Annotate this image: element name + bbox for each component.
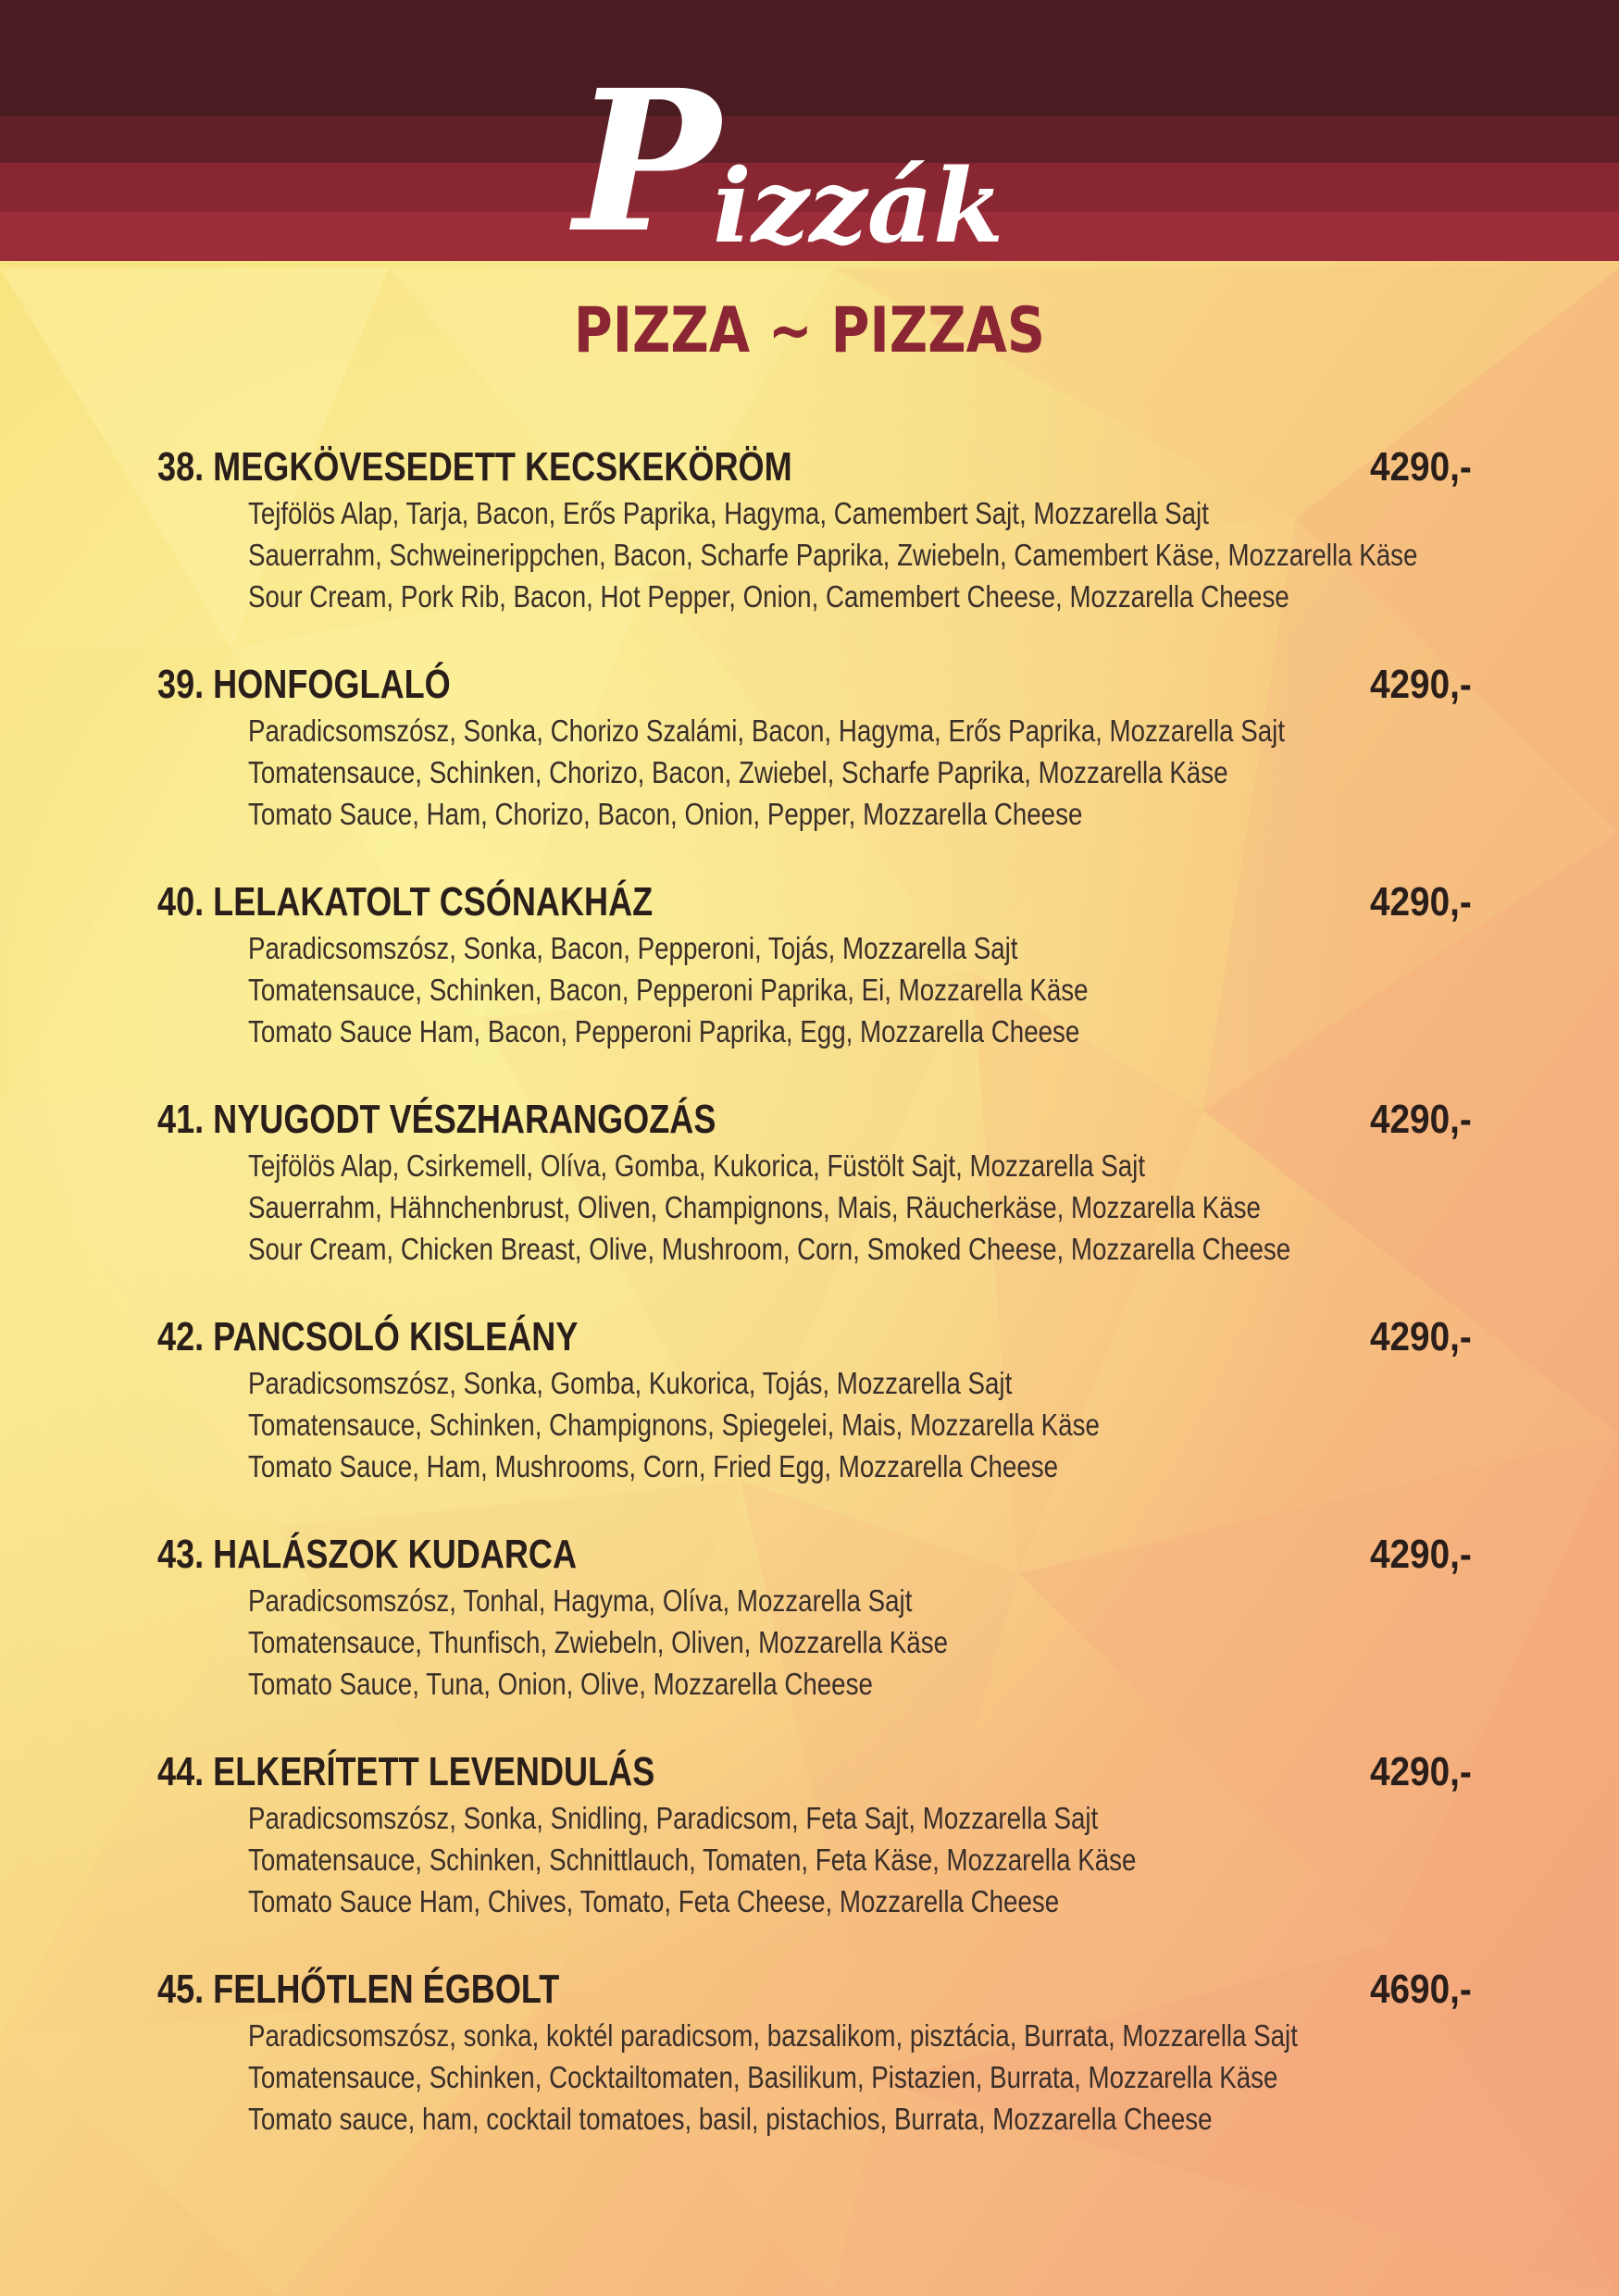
item-ingredients-hu: Paradicsomszósz, Sonka, Chorizo Szalámi, Bacon, Hagyma, Erős Paprika, Mozzarella Sajt — [248, 714, 1286, 748]
menu-item — [157, 1747, 1472, 1922]
item-ingredients-de: Sauerrahm, Hähnchenbrust, Oliven, Champignons, Mais, Räucherkäse, Mozzarella Käse — [248, 1190, 1261, 1224]
item-ingredients-de: Tomatensauce, Schinken, Champignons, Spiegelei, Mais, Mozzarella Käse — [248, 1408, 1100, 1442]
item-ingredients-en: Tomato Sauce Ham, Bacon, Pepperoni Paprika, Egg, Mozzarella Cheese — [248, 1014, 1080, 1049]
logo-initial: P — [574, 47, 720, 276]
page-subtitle: PIZZA ~ PIZZAS — [573, 294, 1045, 367]
item-title: 42. PANCSOLÓ KISLEÁNY — [157, 1314, 579, 1359]
item-price: 4290,- — [1370, 1097, 1472, 1142]
menu-item — [157, 1530, 1472, 1705]
menu-item — [157, 442, 1472, 617]
item-ingredients-de: Tomatensauce, Thunfisch, Zwiebeln, Oliven, Mozzarella Käse — [248, 1625, 948, 1659]
item-price: 4290,- — [1370, 1749, 1472, 1794]
item-ingredients-hu: Paradicsomszósz, Tonhal, Hagyma, Olíva, Mozzarella Sajt — [248, 1583, 913, 1618]
menu-item — [157, 1312, 1472, 1487]
menu-item — [157, 660, 1472, 835]
item-title: 41. NYUGODT VÉSZHARANGOZÁS — [157, 1097, 716, 1142]
item-ingredients-de: Tomatensauce, Schinken, Chorizo, Bacon, Zwiebel, Scharfe Paprika, Mozzarella Käse — [248, 755, 1228, 789]
item-ingredients-hu: Tejfölös Alap, Csirkemell, Olíva, Gomba, Kukorica, Füstölt Sajt, Mozzarella Sajt — [248, 1148, 1146, 1183]
item-title: 38. MEGKÖVESEDETT KECSKEKÖRÖM — [157, 444, 792, 490]
item-ingredients-en: Sour Cream, Pork Rib, Bacon, Hot Pepper, Onion, Camembert Cheese, Mozzarella Cheese — [248, 579, 1289, 614]
item-title: 39. HONFOGLALÓ — [157, 662, 451, 707]
menu-item — [157, 877, 1472, 1052]
item-ingredients-en: Sour Cream, Chicken Breast, Olive, Mushroom, Corn, Smoked Cheese, Mozzarella Cheese — [248, 1232, 1291, 1266]
item-title: 40. LELAKATOLT CSÓNAKHÁZ — [157, 879, 654, 925]
logo-rest: izzák — [713, 146, 1004, 266]
item-ingredients-de: Tomatensauce, Schinken, Cocktailtomaten, Basilikum, Pistazien, Burrata, Mozzarella Käse — [248, 2060, 1278, 2094]
menu-list — [157, 442, 1472, 2182]
item-ingredients-de: Tomatensauce, Schinken, Schnittlauch, Tomaten, Feta Käse, Mozzarella Käse — [248, 1843, 1137, 1877]
item-ingredients-en: Tomato sauce, ham, cocktail tomatoes, basil, pistachios, Burrata, Mozzarella Cheese — [248, 2102, 1213, 2136]
item-ingredients-en: Tomato Sauce, Ham, Mushrooms, Corn, Fried Egg, Mozzarella Cheese — [248, 1449, 1059, 1483]
item-ingredients-en: Tomato Sauce, Ham, Chorizo, Bacon, Onion, Pepper, Mozzarella Cheese — [248, 797, 1083, 831]
pizzak-logo — [574, 47, 1009, 287]
item-price: 4290,- — [1370, 444, 1472, 490]
item-price: 4290,- — [1370, 662, 1472, 707]
menu-item — [157, 1965, 1472, 2140]
menu-item — [157, 1095, 1472, 1270]
item-ingredients-hu: Paradicsomszósz, Sonka, Bacon, Pepperoni, Tojás, Mozzarella Sajt — [248, 931, 1018, 965]
item-ingredients-en: Tomato Sauce, Tuna, Onion, Olive, Mozzarella Cheese — [248, 1667, 873, 1701]
item-ingredients-en: Tomato Sauce Ham, Chives, Tomato, Feta Cheese, Mozzarella Cheese — [248, 1884, 1060, 1918]
item-price: 4290,- — [1370, 1532, 1472, 1577]
item-ingredients-hu: Tejfölös Alap, Tarja, Bacon, Erős Paprika, Hagyma, Camembert Sajt, Mozzarella Sajt — [248, 496, 1209, 530]
item-title: 44. ELKERÍTETT LEVENDULÁS — [157, 1749, 655, 1794]
item-ingredients-hu: Paradicsomszósz, sonka, koktél paradicsom, bazsalikom, pisztácia, Burrata, Mozzarella Sajt — [248, 2018, 1298, 2053]
item-price: 4290,- — [1370, 879, 1472, 925]
item-title: 45. FELHŐTLEN ÉGBOLT — [157, 1967, 560, 2012]
item-price: 4290,- — [1370, 1314, 1472, 1359]
item-ingredients-de: Sauerrahm, Schweinerippchen, Bacon, Scharfe Paprika, Zwiebeln, Camembert Käse, Mozzarella Käse — [248, 538, 1418, 572]
item-ingredients-hu: Paradicsomszósz, Sonka, Gomba, Kukorica, Tojás, Mozzarella Sajt — [248, 1366, 1013, 1400]
item-price: 4690,- — [1370, 1967, 1472, 2012]
item-ingredients-hu: Paradicsomszósz, Sonka, Snidling, Paradicsom, Feta Sajt, Mozzarella Sajt — [248, 1801, 1099, 1835]
item-title: 43. HALÁSZOK KUDARCA — [157, 1532, 578, 1577]
item-ingredients-de: Tomatensauce, Schinken, Bacon, Pepperoni Paprika, Ei, Mozzarella Käse — [248, 973, 1089, 1007]
